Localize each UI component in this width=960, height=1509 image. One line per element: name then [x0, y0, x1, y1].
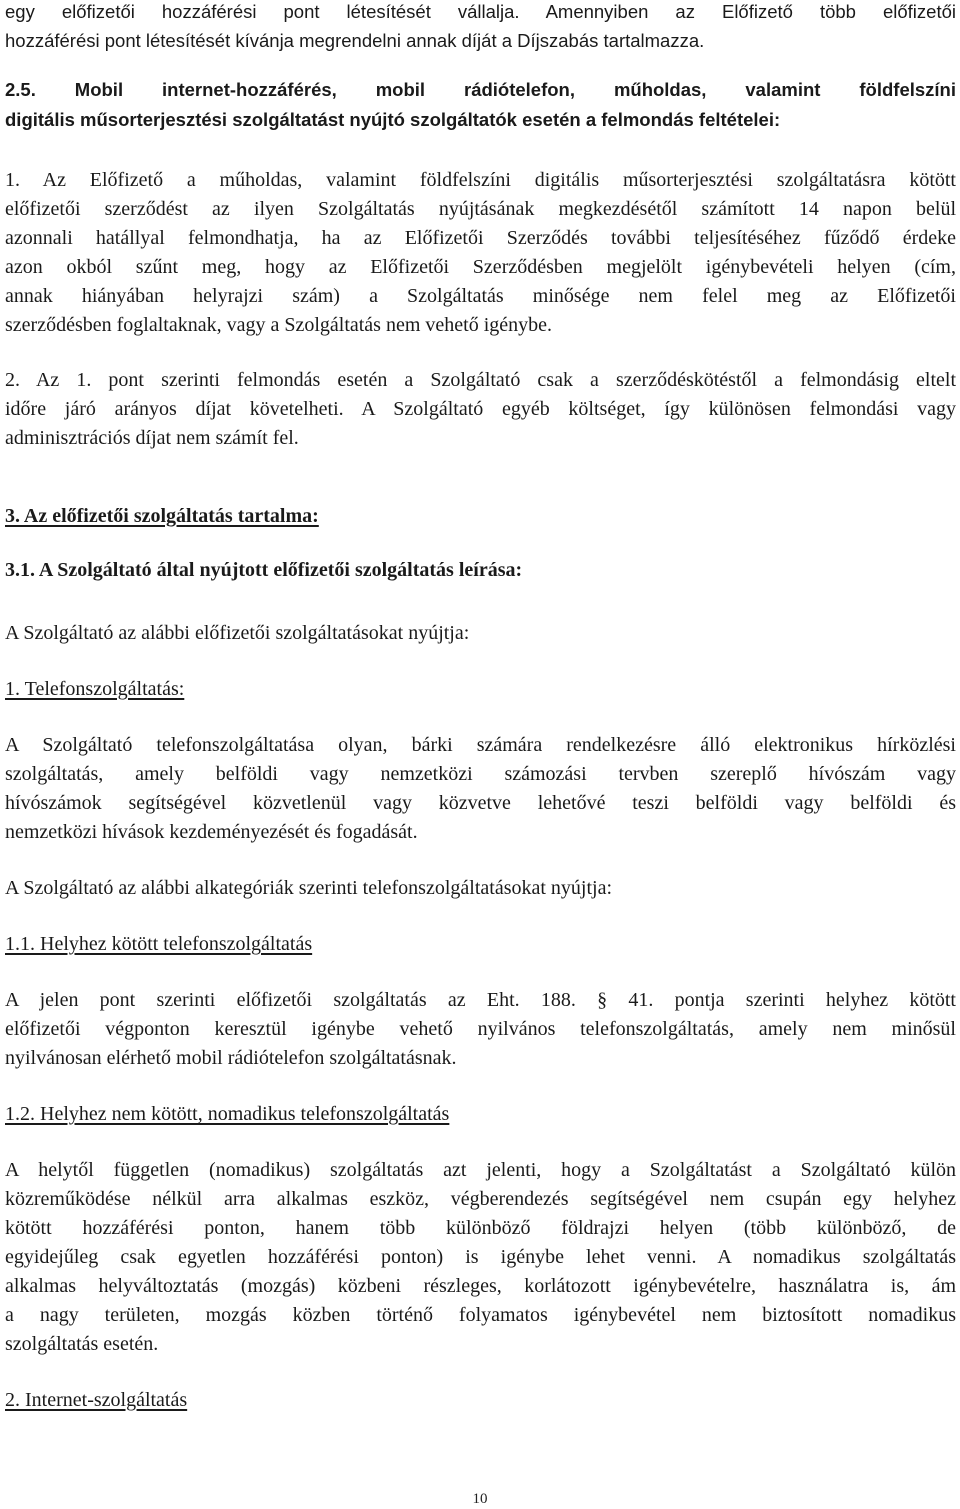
text-line: nyilvánosan elérhető mobil rádiótelefon szolgáltatásnak. — [5, 1047, 457, 1069]
text-line: A Szolgáltató telefonszolgáltatása olyan, bárki számára rendelkezésre álló elektronikus hírközlési — [5, 734, 956, 756]
text-line: azon okból szűnt meg, hogy az Előfizetői Szerződésben megjelölt igénybevételi helyen (cím, — [5, 256, 956, 278]
section-3-heading: 3. Az előfizetői szolgáltatás tartalma: — [5, 505, 319, 527]
telephony-heading: 1. Telefonszolgáltatás: — [5, 678, 185, 700]
section-2-5-heading — [5, 75, 956, 104]
text-line: előfizetői végponton keresztül igénybe vehető nyilvános telefonszolgáltatás, amely nem minősül — [5, 1018, 956, 1040]
text-line: szerződésben foglaltaknak, vagy a Szolgáltatás nem vehető igénybe. — [5, 314, 553, 336]
nomadic-telephony-paragraph — [5, 1156, 956, 1330]
telephony-paragraph — [5, 731, 956, 818]
text-line: alkalmas helyváltoztatás (mozgás) közbeni részleges, korlátozott igénybevételre, használatra is, ám — [5, 1275, 956, 1297]
fixed-telephony-heading: 1.1. Helyhez kötött telefonszolgáltatás — [5, 933, 313, 955]
top-paragraph — [5, 0, 956, 26]
text-line: 1. Az Előfizető a műholdas, valamint földfelszíni digitális műsorterjesztési szolgáltatásra kötött — [5, 169, 956, 191]
top-paragraph-end — [5, 26, 956, 55]
paragraph-termination-2 — [5, 366, 956, 424]
text-line: annak hiányában helyrajzi szám) a Szolgáltatás minősége nem felel meg az Előfizetői — [5, 285, 956, 307]
nomadic-telephony-heading: 1.2. Helyhez nem kötött, nomadikus telefonszolgáltatás — [5, 1103, 450, 1125]
page-number: 10 — [472, 1491, 488, 1507]
text-line: egy előfizetői hozzáférési pont létesítését vállalja. Amennyiben az Előfizető több előfizetői — [5, 1, 956, 22]
text-line: időre járó arányos díjat követelheti. A Szolgáltató egyéb költséget, így különösen felmondási vagy — [5, 398, 956, 420]
text-line: azonnali hatállyal felmondhatja, ha az Előfizetői Szerződés további teljesítéséhez fűződő érdeke — [5, 227, 956, 249]
section-2-5-heading-end — [5, 105, 956, 134]
paragraph-termination-1-end — [5, 311, 956, 340]
nomadic-telephony-paragraph-end — [5, 1330, 956, 1359]
services-intro: A Szolgáltató az alábbi előfizetői szolgáltatásokat nyújtja: — [5, 622, 470, 644]
text-line: kötött hozzáférési ponton, hanem több különböző földrajzi helyen (több különböző, de — [5, 1217, 956, 1239]
paragraph-termination-2-end — [5, 424, 956, 453]
text-line: szolgáltatás esetén. — [5, 1333, 159, 1355]
text-line: egyidejűleg csak egyetlen hozzáférési ponton) is igénybe lehet venni. A nomadikus szolgáltatás — [5, 1246, 956, 1268]
text-line: 2.5. Mobil internet-hozzáférés, mobil rádiótelefon, műholdas, valamint földfelszíni — [5, 79, 956, 100]
text-line: A jelen pont szerinti előfizetői szolgáltatás az Eht. 188. § 41. pontja szerinti helyhez kötött — [5, 989, 956, 1011]
fixed-telephony-paragraph-end — [5, 1044, 956, 1073]
text-line: hívószámok segítségével közvetlenül vagy közvetve lehetővé teszi belföldi vagy belföldi és — [5, 792, 956, 814]
fixed-telephony-paragraph — [5, 986, 956, 1044]
section-3-1-heading: 3.1. A Szolgáltató által nyújtott előfizetői szolgáltatás leírása: — [5, 559, 523, 581]
text-line: előfizetői szerződést az ilyen Szolgáltatás nyújtásának megkezdésétől számított 14 napon belül — [5, 198, 956, 220]
text-line: közreműködése nélkül arra alkalmas eszköz, végberendezés segítségével nem csupán egy helyhez — [5, 1188, 956, 1210]
text-line: szolgáltatás, amely belföldi vagy nemzetközi számozási tervben szereplő hívószám vagy — [5, 763, 956, 785]
internet-service-heading: 2. Internet-szolgáltatás — [5, 1389, 188, 1411]
text-line: a nagy területen, mozgás közben történő folyamatos igénybevétel nem biztosított nomadikus — [5, 1304, 956, 1326]
paragraph-termination-1 — [5, 166, 956, 311]
text-line: adminisztrációs díjat nem számít fel. — [5, 427, 299, 449]
text-line: 2. Az 1. pont szerinti felmondás esetén a Szolgáltató csak a szerződéskötéstől a felmondásig eltelt — [5, 369, 956, 391]
subcategories-intro: A Szolgáltató az alábbi alkategóriák szerinti telefonszolgáltatásokat nyújtja: — [5, 877, 613, 899]
text-line: A helytől független (nomadikus) szolgáltatás azt jelenti, hogy a Szolgáltatást a Szolgáltató külön — [5, 1159, 956, 1181]
text-line: hozzáférési pont létesítését kívánja megrendelni annak díját a Díjszabás tartalmazza. — [5, 30, 705, 51]
text-line: digitális műsorterjesztési szolgáltatást nyújtó szolgáltatók esetén a felmondás feltételei: — [5, 109, 781, 130]
text-line: nemzetközi hívások kezdeményezését és fogadását. — [5, 821, 418, 843]
telephony-paragraph-end — [5, 818, 956, 847]
